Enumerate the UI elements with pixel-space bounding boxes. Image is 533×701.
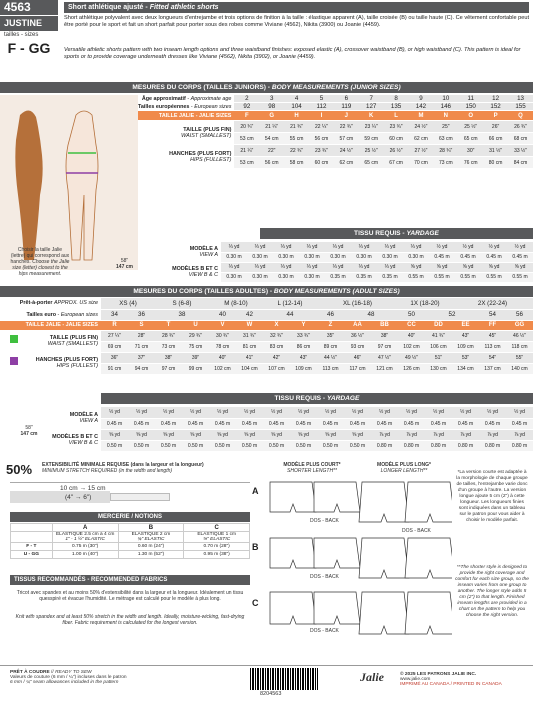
- pattern-number: 4563: [0, 0, 58, 15]
- waist-cm-row: 53 cm 54 cm 55 cm 56 cm 57 cm 59 cm 60 cm 62 cm 63 cm 65 cm 66 cm 68 cm: [138, 133, 533, 145]
- euro-row: Tailles européennes - European sizes 92 98 104 112 119 127 135 142 146 150 152 155: [138, 103, 533, 111]
- sizes-label: tailles - sizes: [4, 32, 39, 38]
- age-row: Âge approximatif - Approximate age 2 3 4 5 6 7 8 9 10 11 12 13: [138, 95, 533, 103]
- adult-measurements-table: Prêt-à-porter APPROX. US size XS (4) S (6-8) M (8-10) L (12-14) XL (16-18) 1X (18-20) 2X (22-24) Tailles euro - European sizes 34 36 38 40 42 44 46 48 50 52 54 56 TAILLE JALIE - JALIE SIZES R S T U V W X Y Z AA BB CC DD EE FF GG TAILLE (PLUS FIN) WAIST (SMALLEST) 27 ¼" 28" 28 ¾" 29 ¾" 30 ¾" 31 ¾" 32 ¾" 33 ¾" 35" 36 ½" 38" 40" 41 ¾" 43" 45" 46 ½" 69 cm 71 cm 73 cm 75 cm 78 cm 81 cm 83 cm 86 cm 89 cm 93 cm 97 cm 102 cm 106 cm 109 cm 113 cm 118 cm HANCHES (PLUS FORT) HIPS (FULLEST) 36" 37" 38" 39" 40" 41" 42" 43" 44 ½" 46" 47 ½" 49 ½" 51" 53" 54" 55" 91 cm 94 cm 97 cm 99 cm 102 cm 104 cm 107 cm 109 cm 113 cm 117 cm 121 cm 126 cm 130 cm 134 cm 137 cm 140 cm: [0, 298, 533, 375]
- junior-fabric-width: 58" 147 cm: [116, 258, 133, 270]
- view-longer-title: MODÈLE PLUS LONG* LONGER LENGTH**: [377, 462, 431, 474]
- stretch-range-in: (4" → 6"): [65, 494, 92, 501]
- stretch-range-cm: 10 cm → 15 cm: [60, 485, 106, 492]
- jalie-logo: Jalie: [360, 670, 384, 684]
- body-illustration: [0, 95, 138, 270]
- jalie-size-row: TAILLE JALIE - JALIE SIZES F G H I J K L M N O P Q: [138, 111, 533, 121]
- view-a-label: A: [252, 486, 259, 496]
- barcode-number: 8204563: [260, 691, 282, 697]
- waist-marker-icon: [10, 335, 18, 343]
- rtw-row: Prêt-à-porter APPROX. US size XS (4) S (6-8) M (8-10) L (12-14) XL (16-18) 1X (18-20) 2X (22-24): [0, 298, 533, 309]
- title-fr: Short athlétique ajusté: [68, 4, 144, 11]
- views-illustration: [252, 478, 452, 658]
- description-en: Versatile athletic shorts pattern with two inseam length options and three waistband finishes: exposed elastic (A), crossover waistband (B), or high waistband (C). This pattern is ideal for sports or to provide coverage underneath dresses like Viviane (4562), Nikita (3902), or Joanie (4459).: [64, 47, 521, 61]
- junior-measurements-table: [138, 95, 533, 169]
- junior-yardage-table: MODÈLE A VIEW A ⅓ yd ⅓ yd ⅓ yd ⅓ yd ⅓ yd ⅓ yd ⅓ yd ⅓ yd ½ yd ½ yd ½ yd ½ yd 0.30 m 0.30 m 0.30 m 0.30 m 0.30 m 0.30 m 0.30 m 0.30 m 0.45 m 0.45 m 0.45 m 0.45 m MODÈLES B ET C VIEW B & C ⅓ yd ⅓ yd ⅓ yd ⅓ yd ⅓ yd ⅓ yd ⅓ yd ⅝ yd ⅝ yd ⅝ yd ⅝ yd ⅝ yd 0.30 m 0.30 m 0.30 m 0.30 m 0.35 m 0.35 m 0.35 m 0.55 m 0.55 m 0.55 m 0.55 m 0.55 m: [138, 242, 533, 283]
- junior-size-note: Choisir la taille Jalie (lettre) qui correspond aux hanches. Choose the Jalie size (letter) closest to the hips measurement.: [10, 247, 70, 277]
- footer-sew: PRÊT À COUDRE // READY TO SEW Valeurs de couture (6 mm / ¼") incluses dans le patron 6 mm / ¼" seam allowances included in the pattern: [10, 670, 127, 685]
- fabrics-text-fr: Tricot avec spandex et au moins 50% d'extensibilité dans la largeur et la longueur. Idéalement un tissu quesspiré et évacue l'humidité. Le métrage est calculé pour le modèle à plus long.: [16, 590, 244, 602]
- fabrics-header: TISSUS RECOMMANDÉS - RECOMMENDED FABRICS: [10, 575, 250, 585]
- stretch-text: EXTENSIBILITÉ MINIMALE REQUISE (dans la largeur et la longueur) MINIMUM STRETCH REQUIRED (in the width and length): [42, 462, 204, 474]
- notions-table: A B C ÉLASTIQUE 2.5 cm à 4 cm 1" - 1 ½" ELASTIC ÉLASTIQUE 2 cm ¾" ELASTIC ÉLASTIQUE 1 cm ⅜" ELASTIC F - T 0.75 m (30") 0.60 m (24") 0.70 m (28") U - GG 1.00 m (40") 1.30 m (52") 0.95 m (38"): [10, 523, 250, 559]
- view-c-label: C: [252, 598, 259, 608]
- adult-yardage-table: MODÈLE A VIEW A ½ yd ½ yd ½ yd ½ yd ½ yd ½ yd ½ yd ½ yd ½ yd ½ yd ½ yd ½ yd ½ yd ½ yd ½ yd ½ yd 0.45 m 0.45 m 0.45 m 0.45 m 0.45 m 0.45 m 0.45 m 0.45 m 0.45 m 0.45 m 0.45 m 0.45 m 0.45 m 0.45 m 0.45 m 0.45 m MODÈLES B ET C VIEW B & C ⅝ yd ⅝ yd ⅝ yd ⅝ yd ⅝ yd ⅝ yd ⅝ yd ⅝ yd ⅝ yd ⅝ yd ⅞ yd ⅞ yd ⅞ yd ⅞ yd ⅞ yd ⅞ yd 0.50 m 0.50 m 0.50 m 0.50 m 0.50 m 0.50 m 0.50 m 0.50 m 0.50 m 0.50 m 0.80 m 0.80 m 0.80 m 0.80 m 0.80 m 0.80 m: [0, 407, 533, 452]
- stretch-percent: 50%: [6, 462, 33, 477]
- shorts-diagrams-icon: [262, 478, 452, 658]
- back-label-a: DOS - BACK: [310, 518, 339, 524]
- stretch-bar-extended: [110, 493, 170, 501]
- fabrics-text-en: Knit with spandex and at least 50% stretch in the width and length. Ideally, moisture-wicking, fast-drying fiber. Fabric requirement is calculated for the longest version.: [15, 614, 245, 626]
- adult-fabric-width: 58" 147 cm: [20, 425, 38, 437]
- footer-copyright: © 2025 LES PATRONS JALIE INC. www.jalie.com IMPRIMÉ AU CANADA / PRINTED IN CANADA: [400, 672, 502, 687]
- view-b-label: B: [252, 542, 259, 552]
- back-label-b: DOS - BACK: [310, 574, 339, 580]
- hips-in-row: HANCHES (PLUS FORT) HIPS (FULLEST) 21 ¼" 22" 22 ¾" 23 ¾" 24 ½" 25 ½" 26 ½" 27 ½" 28 ¾" 30" 31 ½" 33 ½": [138, 145, 533, 157]
- adult-euro-row: Tailles euro - European sizes 34 36 38 40 42 44 46 48 50 52 54 56: [0, 309, 533, 320]
- junior-measurements-header: MESURES DU CORPS (TAILLES JUNIORS) - BODY MEASUREMENTS (JUNIOR SIZES): [0, 82, 533, 93]
- footer-divider: [0, 665, 533, 666]
- adult-measurements-header: MESURES DU CORPS (TAILLES ADULTES) - BODY MEASUREMENTS (ADULT SIZES): [0, 286, 533, 297]
- back-label-a-long: DOS - BACK: [402, 528, 431, 534]
- pattern-name: JUSTINE: [0, 16, 58, 31]
- pattern-title: Short athlétique ajusté - Fitted athletic shorts: [64, 2, 529, 13]
- waist-in-row: TAILLE (PLUS FIN) WAIST (SMALLEST) 20 ¾" 21 ¼" 21 ¾" 22 ¼" 22 ¾" 23 ¼" 23 ¾" 24 ½" 25" 25 ½" 26" 26 ¾": [138, 121, 533, 133]
- adult-yardage-header: TISSU REQUIS - YARDAGE: [101, 393, 533, 404]
- title-en: Fitted athletic shorts: [149, 4, 219, 11]
- size-range: F - GG: [7, 40, 51, 56]
- side-note-en: **The shorter style is designed to provide the right coverage and comfort for each size group, so the inseam varies from one group to another. The longer style adds 5 cm (2") to that length. Finished inseam lengths are provided in a chart on the pattern to help you choose the right version.: [455, 565, 529, 618]
- back-label-c: DOS - BACK: [310, 628, 339, 634]
- hips-cm-row: 53 cm 56 cm 58 cm 60 cm 62 cm 65 cm 67 cm 70 cm 73 cm 76 cm 80 cm 84 cm: [138, 157, 533, 169]
- stretch-gauge: [10, 482, 250, 510]
- notions-header: MERCERIE / NOTIONS: [10, 512, 250, 522]
- junior-yardage-header: TISSU REQUIS - YARDAGE: [260, 228, 533, 239]
- side-note-fr: *La version courte est adaptée à la morphologie de chaque groupe de tailles, l'entrejambe varie donc d'un groupe à l'autre. La version longue ajoute 5 cm (2") à cette longueur. Les longueurs finies sont indiquées dans un tableau sur le patron pour vous aider à choisir le modèle parfait.: [456, 470, 528, 523]
- description-fr: Short athlétique polyvalent avec deux longueurs d'entrejambe et trois options de finition à la taille : élastique apparent (A), taille croisée (B) ou taille haute (C). Ce vêtement confortable peut être porté pour le sport et fait un short parfait pour porter sous des robes comme Viviane (4562), Nikita (3900) ou Joanie (4459).: [64, 15, 529, 29]
- view-shorter-title: MODÈLE PLUS COURT* SHORTER LENGTH**: [283, 462, 341, 474]
- barcode: [250, 668, 318, 690]
- body-silhouette-icon: [0, 95, 138, 270]
- stretch-bar-base: [10, 491, 110, 503]
- hips-marker-icon: [10, 357, 18, 365]
- adult-jalie-size-row: TAILLE JALIE - JALIE SIZES R S T U V W X Y Z AA BB CC DD EE FF GG: [0, 320, 533, 330]
